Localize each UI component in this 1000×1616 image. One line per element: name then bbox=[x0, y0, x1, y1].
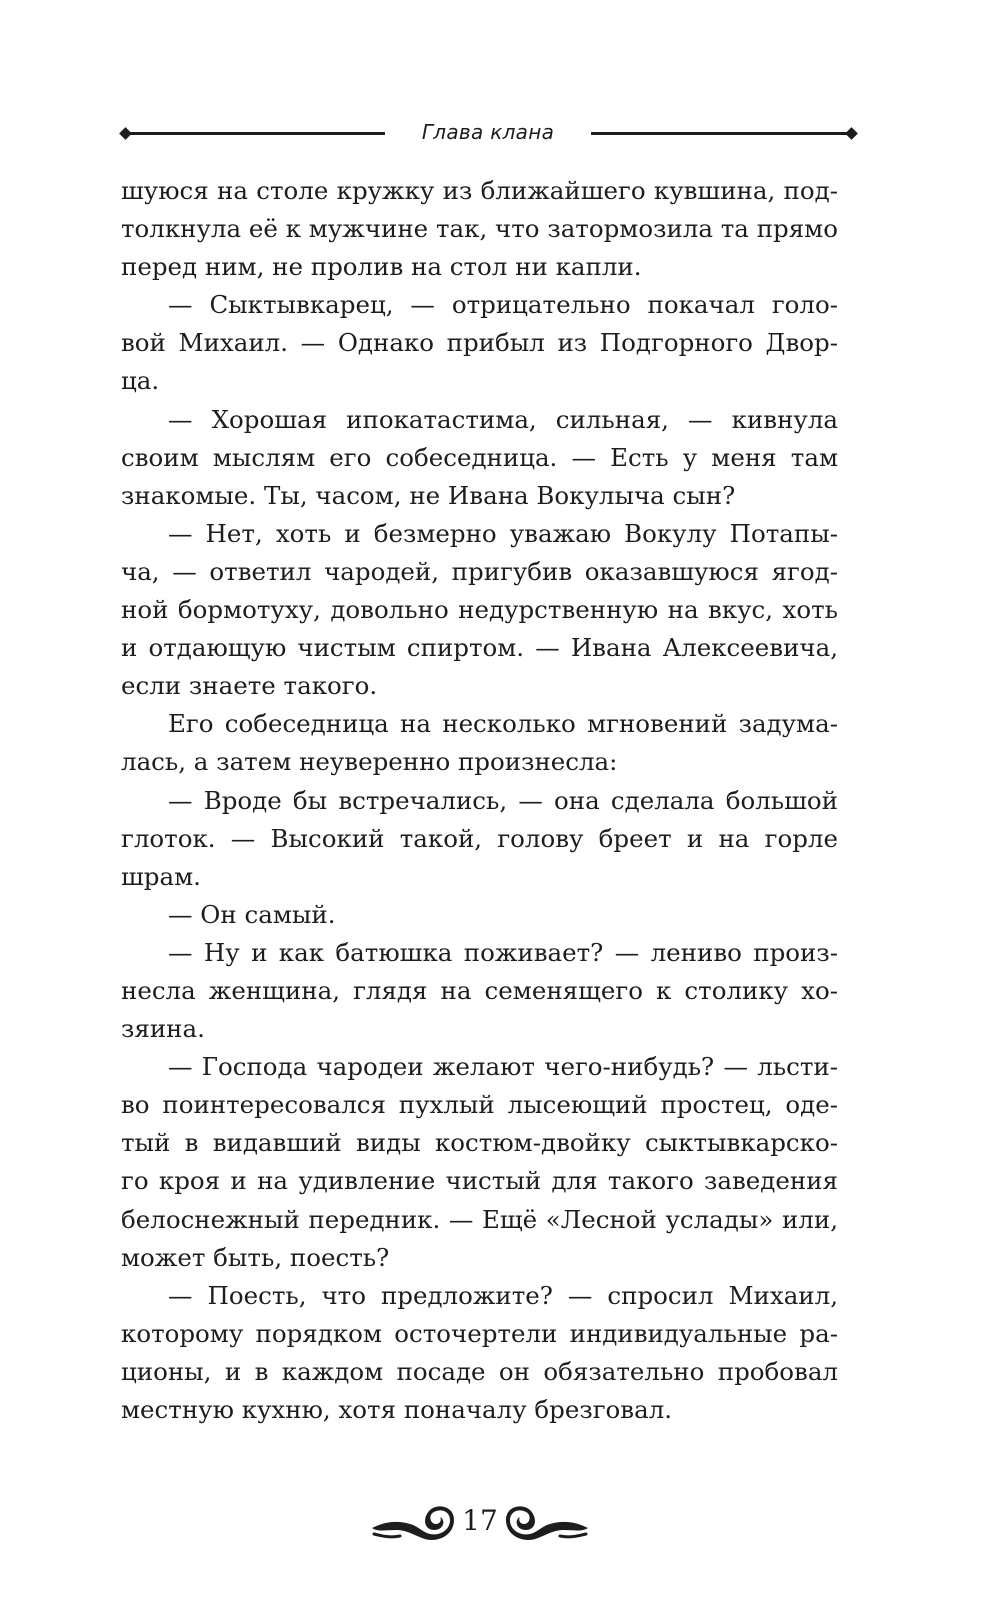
text-line: ча, — ответил чародей, пригубив оказавшуюся ягод- bbox=[121, 556, 838, 586]
text-line: — Господа чародеи желают чего-нибудь? — льсти- bbox=[168, 1052, 838, 1082]
page-number: 17 bbox=[462, 1504, 498, 1537]
text-line: — Сыктывкарец, — отрицательно покачал голо- bbox=[168, 290, 838, 320]
text-line: лась, а затем неуверенно произнесла: bbox=[121, 747, 618, 777]
text-line: ца. bbox=[121, 366, 160, 396]
text-line: го кроя и на удивление чистый для такого заведения bbox=[121, 1166, 838, 1196]
text-line: тый в видавший виды костюм-двойку сыктывкарско- bbox=[121, 1128, 838, 1158]
header-rule-right bbox=[591, 132, 849, 135]
text-line: если знаете такого. bbox=[121, 671, 378, 701]
text-line: местную кухню, хотя поначалу брезговал. bbox=[121, 1395, 673, 1424]
running-header bbox=[121, 122, 858, 144]
text-line: шуюся на столе кружку из ближайшего кувшина, под- bbox=[121, 176, 838, 205]
text-line: — Ну и как батюшка поживает? — лениво произ- bbox=[168, 937, 838, 967]
text-line: глоток. — Высокий такой, голову бреет и на горле bbox=[121, 823, 838, 853]
text-line: шрам. bbox=[121, 861, 201, 891]
text-line: зяина. bbox=[121, 1014, 205, 1044]
text-line: — Нет, хоть и безмерно уважаю Вокулу Потапы- bbox=[168, 518, 838, 548]
running-header-title: Глава клана bbox=[421, 120, 555, 144]
text-line: во поинтересовался пухлый лысеющий простец, оде- bbox=[121, 1090, 838, 1120]
text-line: своим мыслям его собеседница. — Есть у меня там bbox=[121, 442, 838, 472]
header-rule-left bbox=[127, 132, 385, 135]
header-diamond-right bbox=[845, 127, 858, 140]
ornament-right-icon bbox=[506, 1504, 590, 1544]
text-line: Его собеседница на несколько мгновений задума- bbox=[168, 709, 838, 739]
text-line: вой Михаил. — Однако прибыл из Подгорного Двор- bbox=[121, 328, 838, 358]
text-line: ной бормотуху, довольно недурственную на вкус, хоть bbox=[121, 595, 838, 625]
text-line: — Хорошая ипокатастима, сильная, — кивнула bbox=[168, 404, 838, 434]
text-line: которому порядком осточертели индивидуальные ра- bbox=[121, 1318, 838, 1348]
text-line: ционы, и в каждом посаде он обязательно пробовал bbox=[121, 1356, 838, 1386]
text-line: — Он самый. bbox=[168, 899, 336, 929]
text-line: белоснежный передник. — Ещё «Лесной услады» или, bbox=[121, 1204, 838, 1234]
text-line: и отдающую чистым спиртом. — Ивана Алексеевича, bbox=[121, 633, 838, 663]
text-line: — Вроде бы встречались, — она сделала большой bbox=[168, 785, 838, 815]
text-line: несла женщина, глядя на семенящего к столику хо- bbox=[121, 975, 838, 1005]
text-line: толкнула её к мужчине так, что затормозила та прямо bbox=[121, 214, 838, 244]
text-line: перед ним, не пролив на стол ни капли. bbox=[121, 252, 642, 282]
text-line: знакомые. Ты, часом, не Ивана Вокулыча сын? bbox=[121, 480, 736, 510]
page-footer bbox=[370, 1492, 590, 1552]
ornament-left-icon bbox=[370, 1504, 454, 1544]
text-line: может быть, поесть? bbox=[121, 1242, 390, 1272]
body-text bbox=[121, 172, 838, 1429]
text-line: — Поесть, что предложите? — спросил Михаил, bbox=[168, 1280, 838, 1310]
